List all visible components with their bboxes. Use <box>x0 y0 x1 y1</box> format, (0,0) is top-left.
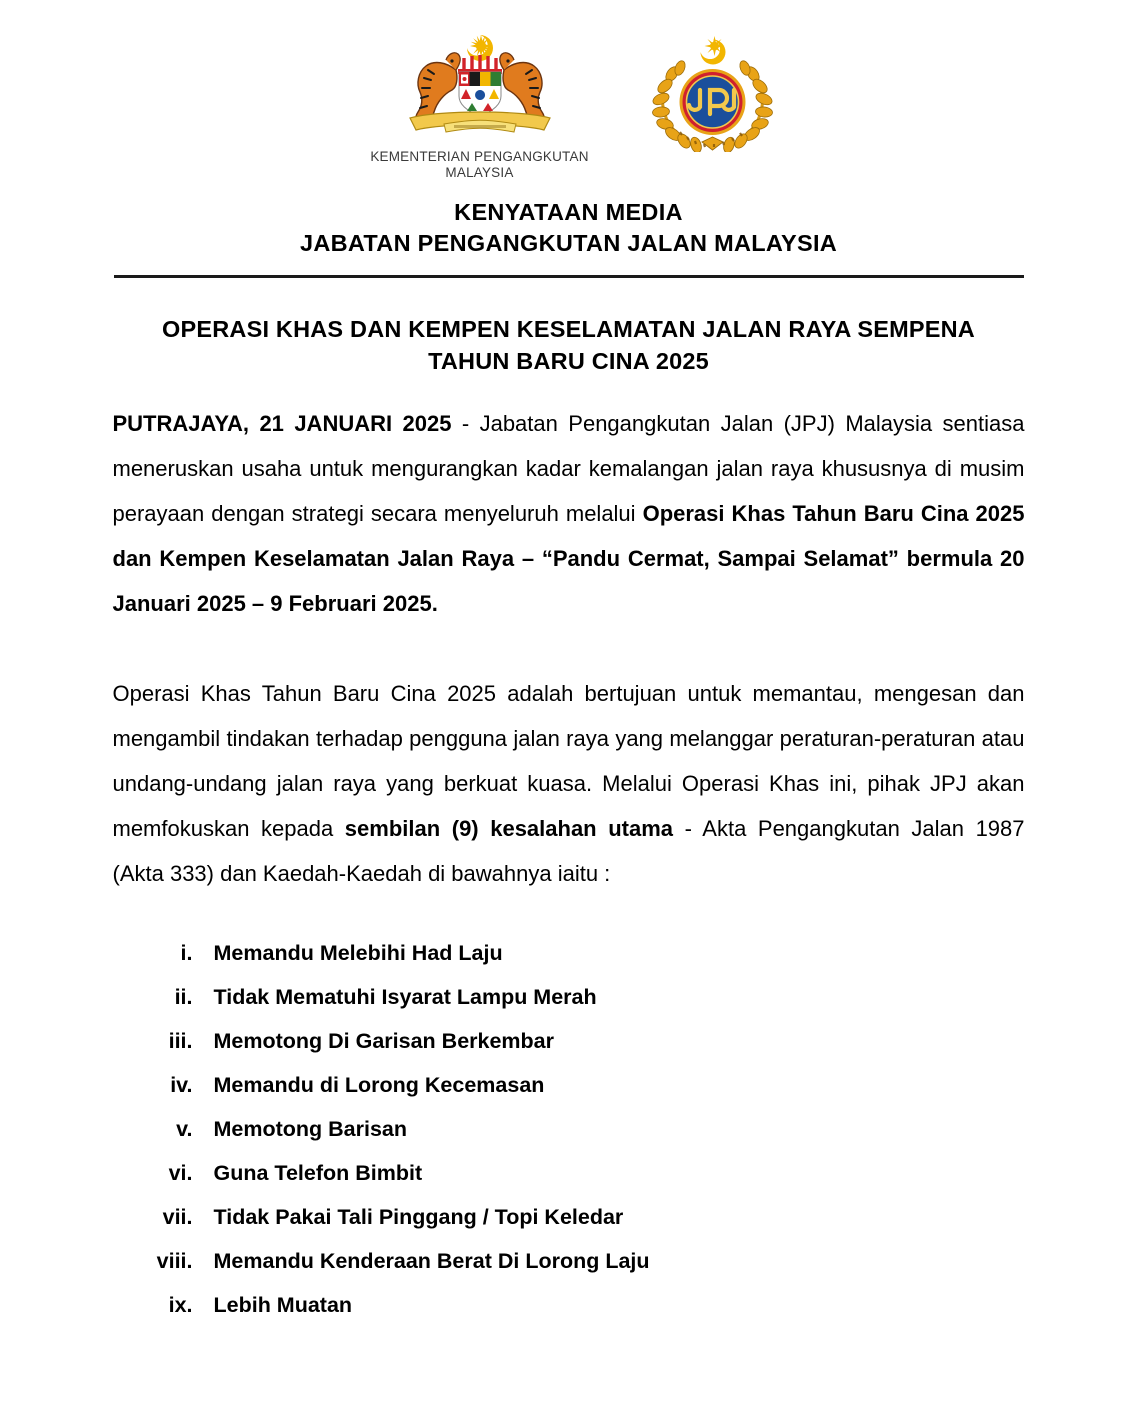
list-item-marker: ix. <box>168 1292 193 1317</box>
list-item-label: Memandu Kenderaan Berat Di Lorong Laju <box>213 1248 650 1273</box>
list-item <box>113 1117 1025 1161</box>
document-body <box>113 377 1025 1337</box>
jata-negara-malaysia-coat-of-arms-icon <box>394 30 566 145</box>
list-item-label: Memotong Di Garisan Berkembar <box>213 1028 555 1053</box>
paragraph-1-bold-tail: Operasi Khas Tahun Baru Cina 2025 dan Kempen Keselamatan Jalan Raya – “Pandu Cermat, Sampai Selamat” bermula 20 Januari 2025 – 9 Februari 2025. <box>112 500 1025 616</box>
paragraph-2-bold-phrase: sembilan (9) kesalahan utama <box>344 815 674 841</box>
list-item-label: Guna Telefon Bimbit <box>213 1160 423 1185</box>
list-item-marker: viii. <box>156 1248 193 1273</box>
paragraph-2-part1: Operasi Khas Tahun Baru Cina 2025 adalah bertujuan untuk memantau, mengesan dan mengambil tindakan terhadap pengguna jalan raya yang melanggar peraturan-peraturan atau undang-undang jalan raya yang berkuat kuasa. Melalui Operasi Khas ini, pihak JPJ akan memfokuskan kepada <box>112 680 1025 841</box>
page-title <box>114 314 1024 377</box>
list-item-label: Tidak Pakai Tali Pinggang / Topi Keledar <box>213 1204 624 1229</box>
list-item-marker: iii. <box>168 1028 193 1053</box>
paragraph-2-part2: - Akta Pengangkutan Jalan 1987 (Akta 333) dan Kaedah-Kaedah di bawahnya iaitu : <box>112 815 1025 886</box>
page-title-line1: OPERASI KHAS DAN KEMPEN KESELAMATAN JALAN RAYA SEMPENA <box>162 316 975 343</box>
jpj-department-emblem-icon <box>650 32 775 152</box>
header-title-line2: JABATAN PENGANGKUTAN JALAN MALAYSIA <box>299 230 838 257</box>
list-item-label: Tidak Mematuhi Isyarat Lampu Merah <box>213 984 597 1009</box>
offence-list <box>113 941 1025 1337</box>
list-item-marker: iv. <box>170 1072 193 1097</box>
list-item-marker: i. <box>180 940 193 965</box>
paragraph-1-lead: - Jabatan Pengangkutan Jalan (JPJ) Malaysia sentiasa meneruskan usaha untuk mengurangkan kadar kemalangan jalan raya khususnya di musim perayaan dengan strategi secara menyeluruh melalui <box>112 410 1025 526</box>
logo-band <box>0 0 1137 181</box>
ministry-caption-line2: MALAYSIA <box>445 164 514 180</box>
page-title-line2: TAHUN BARU CINA 2025 <box>428 347 709 374</box>
list-item <box>113 1029 1025 1073</box>
header-title-line1: KENYATAAN MEDIA <box>454 198 683 225</box>
list-item <box>113 985 1025 1029</box>
paragraph-1 <box>113 401 1025 626</box>
list-item-marker: v. <box>176 1116 193 1141</box>
list-item-label: Memandu Melebihi Had Laju <box>213 940 503 965</box>
paragraph-2 <box>113 671 1025 896</box>
jpj-logo-block <box>648 30 778 152</box>
ministry-caption <box>370 149 588 181</box>
list-item-label: Memotong Barisan <box>213 1116 408 1141</box>
motto-ribbon <box>410 112 550 132</box>
list-item-marker: ii. <box>174 984 193 1009</box>
list-item-label: Lebih Muatan <box>213 1292 353 1317</box>
list-item <box>113 1205 1025 1249</box>
ministry-caption-line1: KEMENTERIAN PENGANGKUTAN <box>370 149 589 164</box>
ministry-logo-block <box>360 30 600 181</box>
document-header <box>0 197 1137 260</box>
header-divider <box>114 275 1024 278</box>
list-item <box>113 941 1025 985</box>
list-item <box>113 1161 1025 1205</box>
dateline: PUTRAJAYA, 21 JANUARI 2025 <box>112 410 452 436</box>
list-item <box>113 1073 1025 1117</box>
list-item-marker: vi. <box>168 1160 193 1185</box>
list-item <box>113 1249 1025 1293</box>
list-item <box>113 1293 1025 1337</box>
list-item-marker: vii. <box>162 1204 193 1229</box>
list-item-label: Memandu di Lorong Kecemasan <box>213 1072 545 1097</box>
